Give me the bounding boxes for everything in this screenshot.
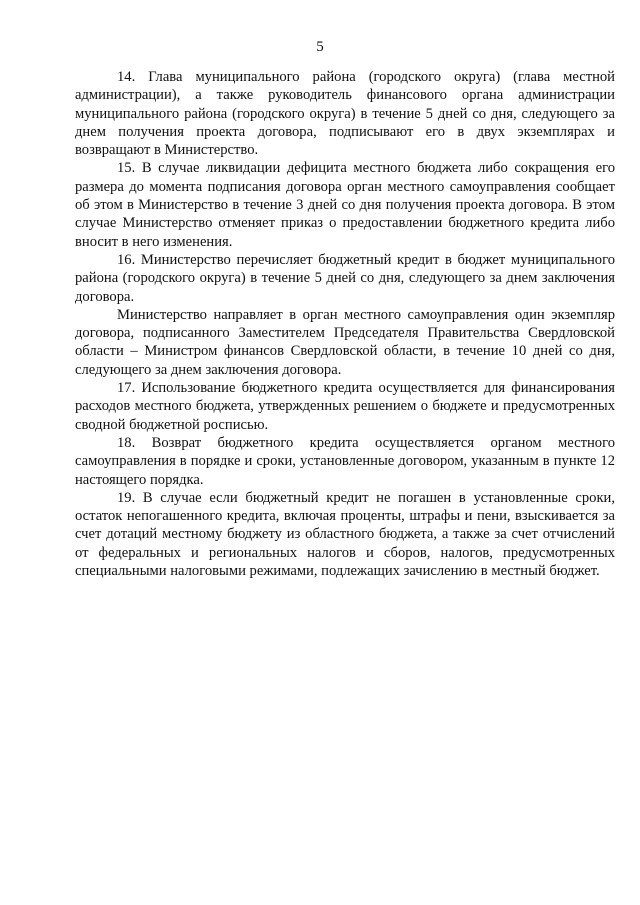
- paragraph-19: 19. В случае если бюджетный кредит не погашен в установленные сроки, остаток непогашенного кредита, включая проценты, штрафы и пени, взыскивается за счет дотаций местному бюджету из областного бюджета, а также за счет отчислений от федеральных и региональных налогов и сборов, налогов, предусмотренных специальными налоговыми режимами, подлежащих зачислению в местный бюджет.: [75, 489, 615, 580]
- paragraph-16: 16. Министерство перечисляет бюджетный кредит в бюджет муниципального района (городского округа) в течение 5 дней со дня, следующего за днем заключения договора.: [75, 251, 615, 305]
- page-number: 5: [316, 39, 324, 55]
- paragraph-18: 18. Возврат бюджетного кредита осуществляется органом местного самоуправления в порядке и сроки, установленные договором, указанным в пункте 12 настоящего порядка.: [75, 434, 615, 488]
- paragraph-17: 17. Использование бюджетного кредита осуществляется для финансирования расходов местного бюджета, утвержденных решением о бюджете и предусмотренных сводной бюджетной росписью.: [75, 380, 615, 433]
- paragraph-15: 15. В случае ликвидации дефицита местного бюджета либо сокращения его размера до момента подписания договора орган местного самоуправления сообщает об этом в Министерство в течение 3 дней со дня получения проекта договора. В этом случае Министерство отменяет приказ о предоставлении бюджетного кредита либо вносит в него изменения.: [75, 160, 615, 250]
- paragraph-16-continued: Министерство направляет в орган местного самоуправления один экземпляр договора, подписанного Заместителем Председателя Правительства Свердловской области – Министром финансов Свердловской области, в течение 10 дней со дня, следующего за днем заключения договора.: [75, 306, 615, 378]
- paragraph-14: 14. Глава муниципального района (городского округа) (глава местной администрации), а также руководитель финансового органа администрации муниципального района (городского округа) в течение 5 дней со дня, следующего за днем получения проекта договора, подписывают его в двух экземплярах и возвращают в Министерство.: [75, 69, 615, 159]
- document-body: [75, 68, 615, 580]
